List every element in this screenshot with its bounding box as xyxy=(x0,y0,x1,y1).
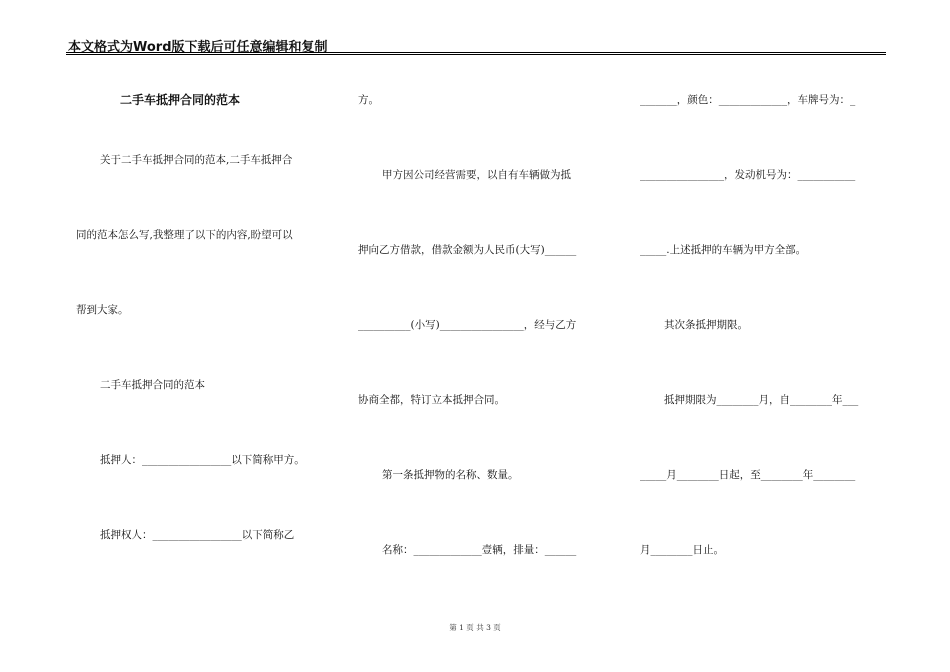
text-line: __________(小写)________________，经与乙方 xyxy=(358,319,577,331)
text-line: 同的范本怎么写,我整理了以下的内容,盼望可以 xyxy=(76,229,293,241)
text-line: 甲方因公司经营需要，以自有车辆做为抵 xyxy=(382,169,571,181)
text-line: ________________，发动机号为：___________ xyxy=(640,169,856,181)
text-line: 抵押权人：_________________以下简称乙 xyxy=(100,529,295,541)
text-line: 方。 xyxy=(358,94,379,106)
header-divider-secondary xyxy=(66,54,886,55)
text-line: _______，颜色：_____________，车牌号为：_ xyxy=(640,94,856,106)
section-heading: 二手车抵押合同的范本 xyxy=(100,379,205,391)
text-line: 关于二手车抵押合同的范本,二手车抵押合 xyxy=(100,154,293,166)
section-heading: 其次条抵押期限。 xyxy=(664,319,748,331)
text-line: 帮到大家。 xyxy=(76,304,129,316)
section-heading: 第一条抵押物的名称、数量。 xyxy=(382,469,519,481)
text-line: _____.上述抵押的车辆为甲方全部。 xyxy=(640,244,807,256)
text-line: 名称：_____________壹辆，排量：______ xyxy=(382,544,577,556)
text-line: 抵押人：_________________以下简称甲方。 xyxy=(100,454,305,466)
text-line: 月________日止。 xyxy=(640,544,724,556)
header-divider xyxy=(66,52,886,53)
document-header: 本文格式为Word版下载后可任意编辑和复制 xyxy=(68,40,328,55)
page-number: 第 1 页 共 3 页 xyxy=(449,623,501,632)
text-line: 押向乙方借款，借款金额为人民币(大写)______ xyxy=(358,244,577,256)
text-line: 抵押期限为________月，自________年___ xyxy=(664,394,859,406)
document-title: 二手车抵押合同的范本 xyxy=(120,93,241,107)
text-line: 协商全都，特订立本抵押合同。 xyxy=(358,394,505,406)
text-line: _____月________日起，至________年________ xyxy=(640,469,856,481)
